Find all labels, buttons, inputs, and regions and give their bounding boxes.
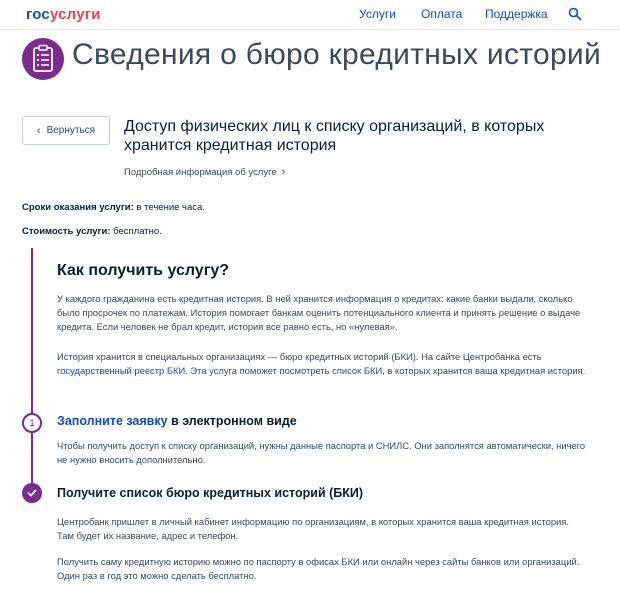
how-to-get-heading: Как получить услугу?: [57, 262, 230, 279]
step-2-text-2: Получить саму кредитную историю можно по паспорту в офисах БКИ или онлайн через сайты банков или организаций. Один раз в год это можно сделать бесплатно.: [57, 556, 580, 581]
storage-text-before: История хранится в специальных организациях — бюро кредитных историй (БКИ). На сайте Центробанка есть: [57, 351, 542, 362]
nav-services[interactable]: Услуги: [359, 7, 396, 21]
service-cost: [22, 226, 162, 237]
credit-history-storage: [57, 350, 587, 378]
step-1-title-rest: в электронном виде: [167, 414, 297, 428]
document-list-icon: [21, 37, 65, 81]
service-cost-value: бесплатно.: [110, 226, 162, 237]
nav-support[interactable]: Поддержка: [485, 7, 548, 21]
step-1-marker: 1: [22, 413, 42, 433]
service-cost-label: Стоимость услуги:: [22, 226, 111, 237]
storage-text-after: . Эта услуга поможет посмотреть список БКИ, в которых хранится ваша кредитная история.: [185, 365, 586, 376]
checkmark-icon: [27, 488, 37, 498]
step-2-title: Получите список бюро кредитных историй (БКИ): [57, 486, 364, 500]
chevron-left-icon: ‹: [36, 124, 41, 137]
more-info-link[interactable]: [124, 166, 285, 178]
timeline-line-middle: [31, 433, 33, 483]
logo-part-uslugi: услуги: [49, 6, 101, 23]
page-title: Сведения о бюро кредитных историй: [72, 38, 602, 71]
step-2-marker: [22, 483, 42, 503]
timeline-line-top: [31, 248, 33, 413]
credit-history-intro: У каждого гражданина есть кредитная история. В ней хранится информация о кредитах: какие банки выдали, сколько было просрочек по платежам. История помогает банкам оценить потенциального клиента и принять решение о выдаче кредита. Если человек не брал кредит, история все равно есть, но «нулевая».: [57, 293, 581, 332]
chevron-right-icon: ›: [281, 166, 286, 178]
bki-registry-link[interactable]: государственный реестр БКИ: [57, 365, 186, 376]
gosuslugi-logo[interactable]: [26, 6, 101, 23]
back-button-label: Вернуться: [46, 125, 96, 136]
service-term-label: Сроки оказания услуги:: [22, 202, 134, 213]
service-term: [22, 202, 205, 213]
step-1-title: [57, 414, 297, 428]
search-icon[interactable]: [568, 7, 582, 21]
nav-payment[interactable]: Оплата: [421, 7, 463, 21]
logo-part-gos: гос: [26, 6, 50, 23]
fill-application-link[interactable]: Заполните заявку: [57, 414, 168, 428]
back-button[interactable]: [22, 116, 110, 145]
step-2-text-1: Центробанк пришлет в личный кабинет информацию по организациям, в которых хранится ваша кредитная история. Там будет их название, адрес и телефон.: [57, 516, 569, 541]
service-title: Доступ физических лиц к списку организаций, в которых хранится кредитная история: [124, 118, 545, 154]
service-term-value: в течение часа.: [133, 202, 205, 213]
top-bar: [0, 0, 620, 30]
step-1-text: Чтобы получить доступ к списку организаций, нужны данные паспорта и СНИЛС. Они заполнятся автоматически, ничего не нужно вносить дополнительно.: [57, 440, 586, 465]
more-info-link-label: Подробная информация об услуге: [124, 166, 277, 178]
